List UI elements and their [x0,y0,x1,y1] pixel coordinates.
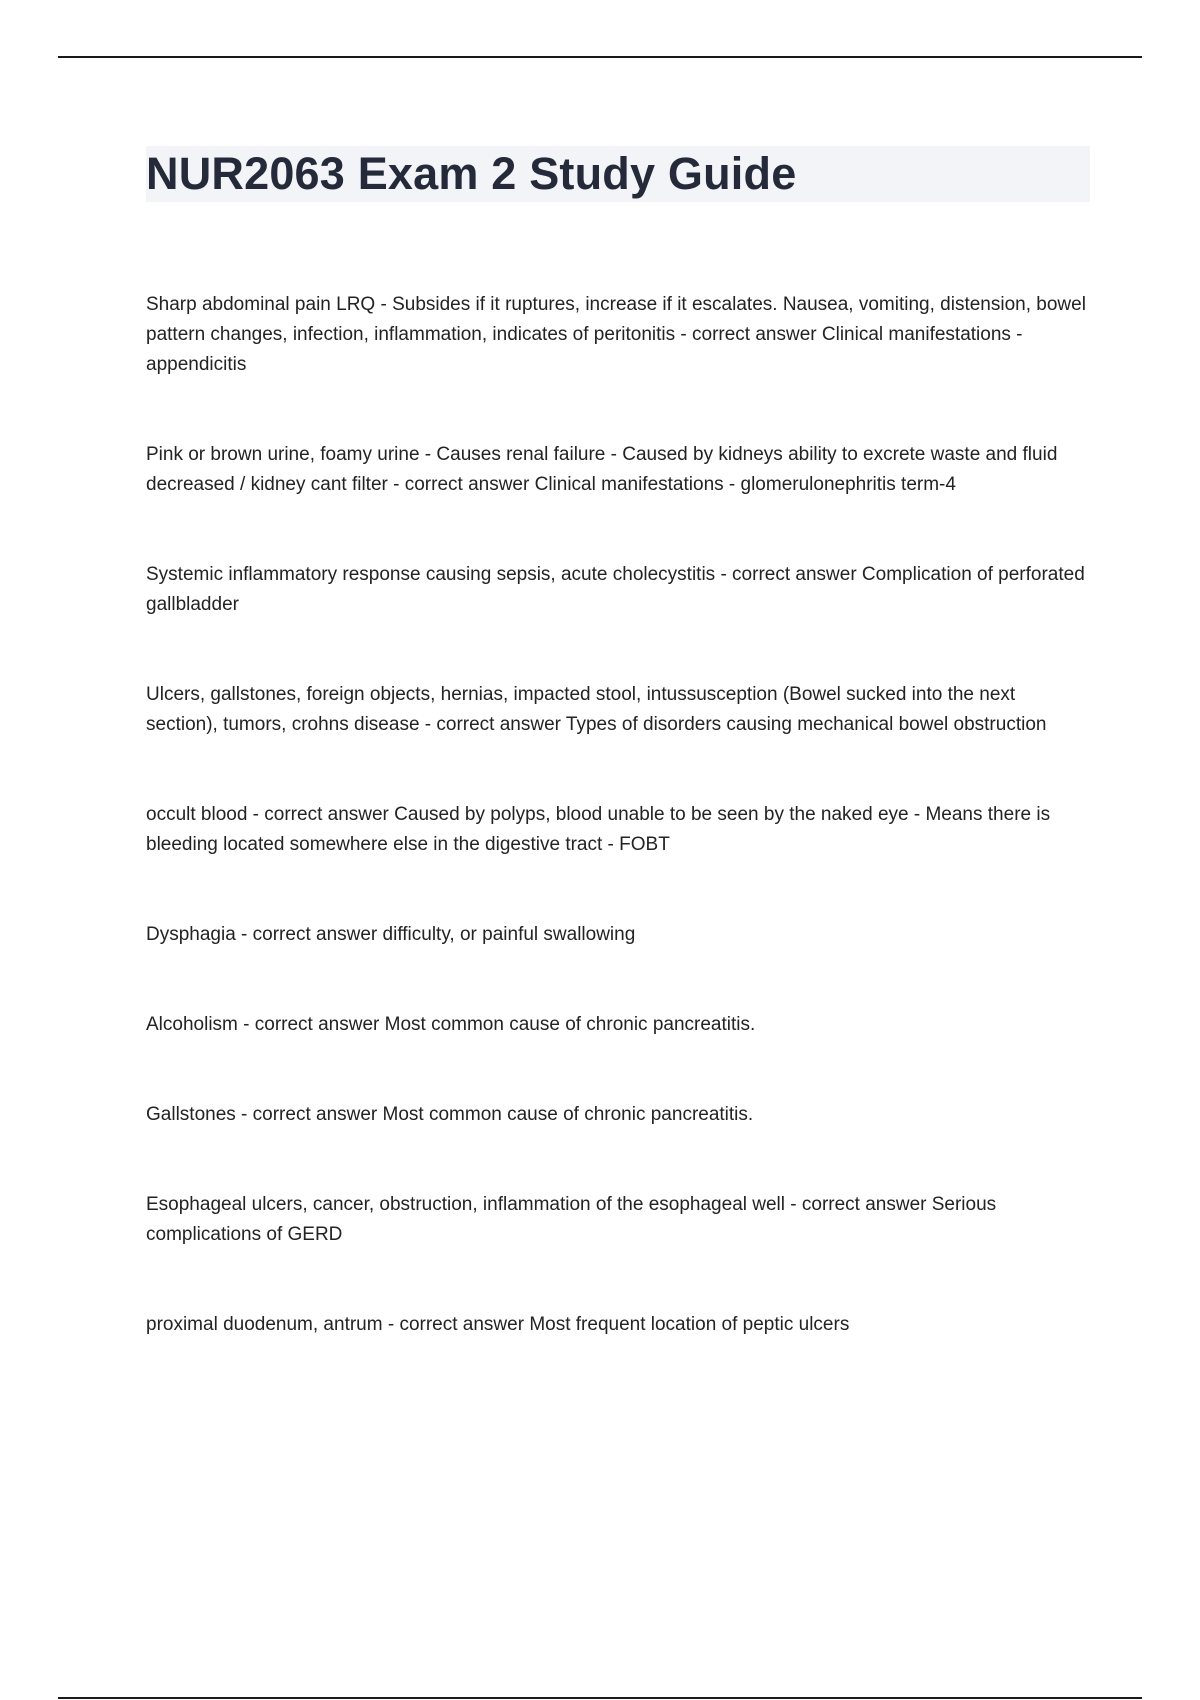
study-entry-glomerulonephritis: Pink or brown urine, foamy urine - Causes renal failure - Caused by kidneys ability to excrete waste and fluid decreased / kidney cant filter - correct answer Clinical manifestations - glomerulonephritis term-4 [146,444,1058,495]
study-entry-alcoholism: Alcoholism - correct answer Most common cause of chronic pancreatitis. [146,1014,756,1035]
bottom-divider [58,1697,1142,1699]
study-entry-bowel-obstruction: Ulcers, gallstones, foreign objects, hernias, impacted stool, intussusception (Bowel sucked into the next section), tumors, crohns disease - correct answer Types of disorders causing mechanical bowel obstruction [146,684,1047,735]
title-banner [146,146,1090,202]
study-entry-dysphagia: Dysphagia - correct answer difficulty, or painful swallowing [146,924,636,945]
study-entry-perforated-gallbladder: Systemic inflammatory response causing sepsis, acute cholecystitis - correct answer Complication of perforated gallbladder [146,564,1085,615]
top-divider [58,56,1142,58]
study-entry-occult-blood: occult blood - correct answer Caused by polyps, blood unable to be seen by the naked eye - Means there is bleeding located somewhere else in the digestive tract - FOBT [146,804,1051,855]
study-entry-gerd: Esophageal ulcers, cancer, obstruction, inflammation of the esophageal well - correct answer Serious complications of GERD [146,1194,997,1245]
study-entries [146,290,1090,1340]
study-entry-gallstones: Gallstones - correct answer Most common cause of chronic pancreatitis. [146,1104,754,1125]
study-entry-appendicitis: Sharp abdominal pain LRQ - Subsides if it ruptures, increase if it escalates. Nausea, vomiting, distension, bowel pattern changes, infection, inflammation, indicates of peritonitis - correct answer Clinical manifestations - appendicitis [146,294,1086,375]
page-title: NUR2063 Exam 2 Study Guide [146,148,797,199]
study-entry-peptic-ulcers: proximal duodenum, antrum - correct answer Most frequent location of peptic ulcers [146,1314,850,1335]
